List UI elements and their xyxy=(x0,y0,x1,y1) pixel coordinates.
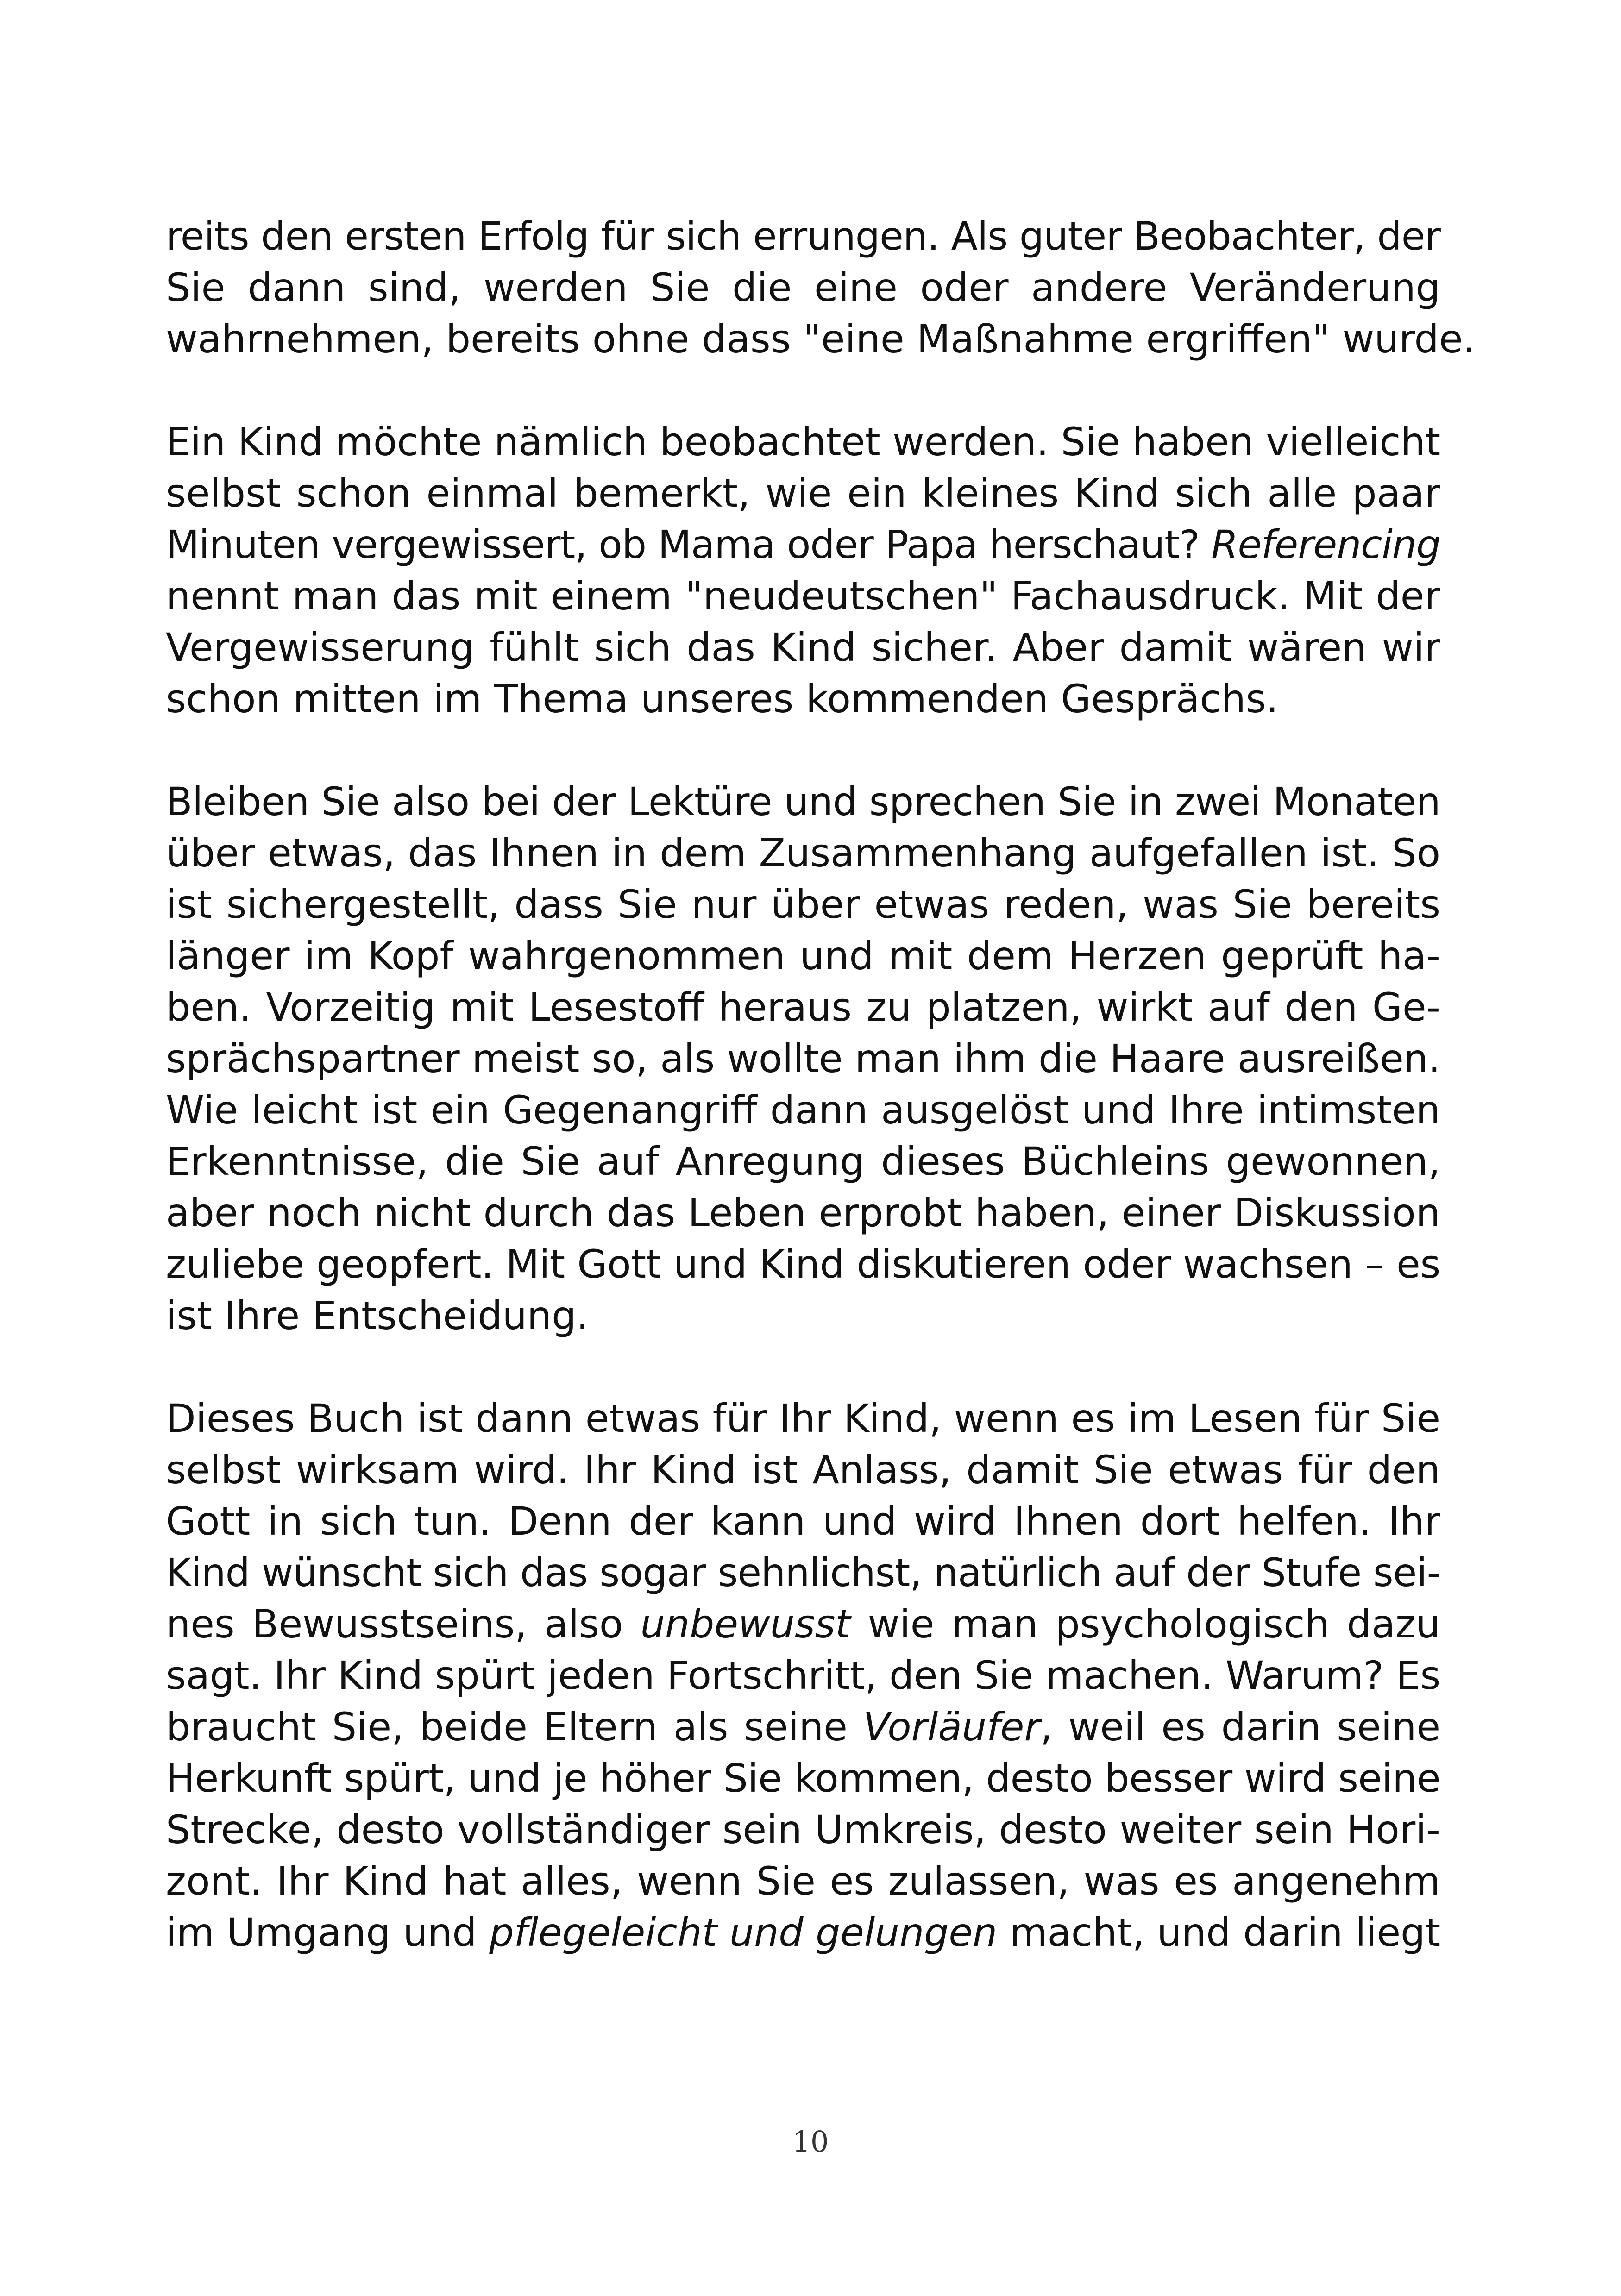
text-line xyxy=(166,1393,1440,1444)
text-segment: selbst wirksam wird. Ihr Kind ist Anlass, damit Sie etwas für den xyxy=(166,1447,1440,1493)
text-segment: Minuten vergewissert, ob Mama oder Papa herschaut? xyxy=(166,522,1212,567)
text-segment: selbst schon einmal bemerkt, wie ein kleines Kind sich alle paar xyxy=(166,470,1440,516)
text-line xyxy=(166,1856,1440,1907)
text-segment: wie man psychologisch dazu xyxy=(850,1601,1440,1647)
paragraph xyxy=(166,211,1476,365)
text-line xyxy=(166,879,1440,930)
text-line xyxy=(166,1701,1440,1753)
text-segment: Wie leicht ist ein Gegenangriff dann ausgelöst und Ihre intimsten xyxy=(166,1087,1440,1133)
text-segment: Erkenntnisse, die Sie auf Anregung dieses Büchleins gewonnen, xyxy=(166,1139,1440,1184)
text-segment: ben. Vorzeitig mit Lesestoff heraus zu platzen, wirkt auf den Ge- xyxy=(166,985,1440,1030)
text-line xyxy=(166,673,1440,725)
text-line xyxy=(166,1033,1440,1085)
text-line xyxy=(166,1444,1440,1496)
text-line xyxy=(166,468,1440,519)
text-line xyxy=(166,828,1440,879)
paragraph xyxy=(166,416,1440,725)
text-line xyxy=(166,1290,1440,1342)
text-line xyxy=(166,776,1440,828)
text-line xyxy=(166,519,1440,571)
text-segment: Kind wünscht sich das sogar sehnlichst, natürlich auf der Stufe sei- xyxy=(166,1550,1440,1595)
text-segment: ist sichergestellt, dass Sie nur über etwas reden, was Sie bereits xyxy=(166,882,1440,927)
paragraph xyxy=(166,1393,1440,1958)
page-number: 10 xyxy=(792,2125,829,2158)
text-segment: Strecke, desto vollständiger sein Umkreis, desto weiter sein Hori- xyxy=(166,1807,1440,1852)
text-segment: Sie dann sind, werden Sie die eine oder andere Veränderung xyxy=(166,265,1440,310)
text-segment: sprächspartner meist so, als wollte man ihm die Haare ausreißen. xyxy=(166,1036,1440,1081)
text-line xyxy=(166,262,1440,314)
text-segment: macht, und darin liegt xyxy=(997,1910,1441,1955)
text-segment: wahrnehmen, bereits ohne dass "eine Maßnahme ergriffen" wurde. xyxy=(166,316,1476,362)
text-line xyxy=(166,314,1476,365)
text-segment: zuliebe geopfert. Mit Gott und Kind diskutieren oder wachsen – es xyxy=(166,1242,1440,1287)
text-segment: im Umgang und xyxy=(166,1910,490,1955)
text-line xyxy=(166,622,1440,673)
text-line xyxy=(166,416,1440,468)
text-line xyxy=(166,1547,1440,1599)
text-line xyxy=(166,1085,1440,1136)
text-line xyxy=(166,930,1440,982)
text-line xyxy=(166,1753,1440,1804)
italic-phrase: unbewusst xyxy=(640,1601,851,1647)
text-segment: schon mitten im Thema unseres kommenden Gesprächs. xyxy=(166,676,1279,721)
text-line xyxy=(166,571,1440,622)
text-segment: zont. Ihr Kind hat alles, wenn Sie es zulassen, was es angenehm xyxy=(166,1858,1440,1904)
text-segment: reits den ersten Erfolg für sich errungen. Als guter Beobachter, der xyxy=(166,213,1440,259)
text-segment: aber noch nicht durch das Leben erprobt haben, einer Diskussion xyxy=(166,1190,1440,1236)
paragraph xyxy=(166,776,1440,1342)
italic-phrase: pflegeleicht und gelungen xyxy=(489,1910,998,1955)
text-line xyxy=(166,1239,1440,1290)
text-segment: Ein Kind möchte nämlich beobachtet werden. Sie haben vielleicht xyxy=(166,419,1440,464)
italic-phrase: Referencing xyxy=(1211,522,1440,567)
text-segment: Vergewisserung fühlt sich das Kind sicher. Aber damit wären wir xyxy=(166,625,1440,670)
text-segment: Dieses Buch ist dann etwas für Ihr Kind, wenn es im Lesen für Sie xyxy=(166,1396,1441,1441)
text-segment: über etwas, das Ihnen in dem Zusammenhang aufgefallen ist. So xyxy=(166,830,1440,876)
text-segment: , weil es darin seine xyxy=(1040,1704,1440,1750)
italic-phrase: Vorläufer xyxy=(863,1704,1040,1750)
text-line xyxy=(166,982,1440,1033)
text-segment: ist Ihre Entscheidung. xyxy=(166,1293,589,1338)
text-line xyxy=(166,1599,1440,1650)
text-segment: sagt. Ihr Kind spürt jeden Fortschritt, den Sie machen. Warum? Es xyxy=(166,1653,1440,1698)
text-line xyxy=(166,1804,1440,1856)
text-line xyxy=(166,211,1440,262)
text-segment: länger im Kopf wahrgenommen und mit dem Herzen geprüft ha- xyxy=(166,933,1440,979)
text-segment: Gott in sich tun. Denn der kann und wird Ihnen dort helfen. Ihr xyxy=(166,1499,1440,1544)
text-segment: Herkunft spürt, und je höher Sie kommen, desto besser wird seine xyxy=(166,1756,1440,1801)
text-line xyxy=(166,1496,1440,1547)
text-segment: braucht Sie, beide Eltern als seine xyxy=(166,1704,863,1750)
text-line xyxy=(166,1187,1440,1239)
text-segment: Bleiben Sie also bei der Lektüre und sprechen Sie in zwei Monaten xyxy=(166,779,1440,824)
text-segment: nes Bewusstseins, also xyxy=(166,1601,641,1647)
text-line xyxy=(166,1650,1440,1701)
text-line xyxy=(166,1136,1440,1187)
text-line xyxy=(166,1907,1440,1958)
body-text xyxy=(166,211,1476,2010)
text-segment: nennt man das mit einem "neudeutschen" Fachausdruck. Mit der xyxy=(166,573,1440,619)
